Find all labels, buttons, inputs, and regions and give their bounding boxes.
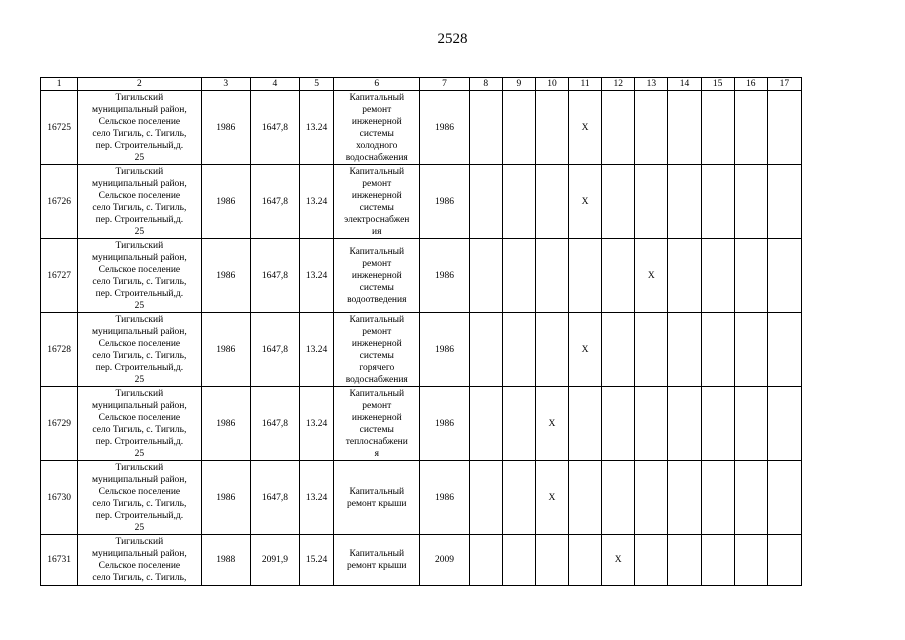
mark-cell: X — [535, 461, 568, 535]
mark-cell — [469, 461, 502, 535]
mark-cell — [469, 239, 502, 313]
column-header: 9 — [502, 78, 535, 91]
mark-cell — [734, 461, 767, 535]
year-built-cell: 1986 — [201, 239, 250, 313]
mark-cell — [734, 535, 767, 586]
column-header: 11 — [569, 78, 602, 91]
mark-cell — [701, 239, 734, 313]
code-cell: 13.24 — [300, 239, 334, 313]
area-cell: 1647,8 — [250, 91, 299, 165]
area-cell: 1647,8 — [250, 461, 299, 535]
mark-cell — [668, 165, 701, 239]
mark-cell — [602, 165, 635, 239]
mark-cell — [569, 535, 602, 586]
mark-cell — [502, 239, 535, 313]
column-header: 2 — [78, 78, 201, 91]
mark-cell: X — [569, 313, 602, 387]
mark-cell — [602, 91, 635, 165]
work-type-cell: Капитальный ремонт крыши — [334, 535, 420, 586]
table-row — [41, 461, 802, 535]
row-id-cell: 16728 — [41, 313, 78, 387]
year-cell: 1986 — [420, 313, 469, 387]
code-cell: 15.24 — [300, 535, 334, 586]
mark-cell — [602, 387, 635, 461]
table-row — [41, 165, 802, 239]
code-cell: 13.24 — [300, 387, 334, 461]
mark-cell — [701, 535, 734, 586]
year-built-cell: 1986 — [201, 313, 250, 387]
mark-cell — [469, 165, 502, 239]
mark-cell — [535, 91, 568, 165]
work-type-cell: Капитальный ремонт инженерной системы электроснабжен ия — [334, 165, 420, 239]
header-row — [41, 78, 802, 91]
mark-cell: X — [569, 91, 602, 165]
mark-cell — [502, 387, 535, 461]
mark-cell — [668, 535, 701, 586]
area-cell: 2091,9 — [250, 535, 299, 586]
mark-cell — [635, 461, 668, 535]
column-header: 16 — [734, 78, 767, 91]
code-cell: 13.24 — [300, 313, 334, 387]
mark-cell — [668, 461, 701, 535]
year-built-cell: 1986 — [201, 165, 250, 239]
address-cell: Тигильский муниципальный район, Сельское поселение село Тигиль, с. Тигиль, пер. Строительный,д. 25 — [78, 461, 201, 535]
area-cell: 1647,8 — [250, 313, 299, 387]
mark-cell — [734, 165, 767, 239]
code-cell: 13.24 — [300, 165, 334, 239]
mark-cell — [701, 387, 734, 461]
column-header: 12 — [602, 78, 635, 91]
row-id-cell: 16731 — [41, 535, 78, 586]
address-cell: Тигильский муниципальный район, Сельское поселение село Тигиль, с. Тигиль, пер. Строительный,д. 25 — [78, 91, 201, 165]
table-body — [41, 78, 802, 586]
mark-cell — [502, 91, 535, 165]
year-built-cell: 1986 — [201, 461, 250, 535]
address-cell: Тигильский муниципальный район, Сельское поселение село Тигиль, с. Тигиль, пер. Строительный,д. 25 — [78, 387, 201, 461]
row-id-cell: 16726 — [41, 165, 78, 239]
table-row — [41, 313, 802, 387]
page-number: 2528 — [437, 31, 468, 47]
year-cell: 2009 — [420, 535, 469, 586]
mark-cell — [635, 313, 668, 387]
table-row — [41, 91, 802, 165]
mark-cell — [502, 313, 535, 387]
mark-cell: X — [535, 387, 568, 461]
mark-cell — [767, 535, 801, 586]
work-type-cell: Капитальный ремонт инженерной системы теплоснабжени я — [334, 387, 420, 461]
column-header: 5 — [300, 78, 334, 91]
mark-cell — [767, 387, 801, 461]
address-cell: Тигильский муниципальный район, Сельское поселение село Тигиль, с. Тигиль, пер. Строительный,д. 25 — [78, 165, 201, 239]
mark-cell — [502, 461, 535, 535]
mark-cell — [734, 387, 767, 461]
mark-cell — [701, 313, 734, 387]
code-cell: 13.24 — [300, 461, 334, 535]
year-built-cell: 1986 — [201, 91, 250, 165]
year-built-cell: 1986 — [201, 387, 250, 461]
column-header: 4 — [250, 78, 299, 91]
mark-cell — [767, 461, 801, 535]
column-header: 7 — [420, 78, 469, 91]
work-type-cell: Капитальный ремонт инженерной системы горячего водоснабжения — [334, 313, 420, 387]
mark-cell — [469, 387, 502, 461]
mark-cell — [635, 91, 668, 165]
mark-cell — [569, 387, 602, 461]
mark-cell — [635, 165, 668, 239]
mark-cell — [569, 461, 602, 535]
mark-cell — [469, 91, 502, 165]
column-header: 13 — [635, 78, 668, 91]
mark-cell — [767, 239, 801, 313]
mark-cell — [502, 165, 535, 239]
work-type-cell: Капитальный ремонт крыши — [334, 461, 420, 535]
mark-cell — [535, 239, 568, 313]
table-row — [41, 239, 802, 313]
work-type-cell: Капитальный ремонт инженерной системы холодного водоснабжения — [334, 91, 420, 165]
mark-cell — [602, 313, 635, 387]
year-built-cell: 1988 — [201, 535, 250, 586]
table-row — [41, 387, 802, 461]
mark-cell — [668, 387, 701, 461]
mark-cell — [469, 535, 502, 586]
mark-cell: X — [602, 535, 635, 586]
column-header: 6 — [334, 78, 420, 91]
mark-cell — [701, 91, 734, 165]
mark-cell — [734, 313, 767, 387]
address-cell: Тигильский муниципальный район, Сельское поселение село Тигиль, с. Тигиль, пер. Строительный,д. 25 — [78, 239, 201, 313]
code-cell: 13.24 — [300, 91, 334, 165]
mark-cell — [469, 313, 502, 387]
year-cell: 1986 — [420, 387, 469, 461]
address-cell: Тигильский муниципальный район, Сельское поселение село Тигиль, с. Тигиль, пер. Строительный,д. 25 — [78, 313, 201, 387]
column-header: 1 — [41, 78, 78, 91]
mark-cell — [668, 91, 701, 165]
row-id-cell: 16730 — [41, 461, 78, 535]
mark-cell — [668, 313, 701, 387]
row-id-cell: 16729 — [41, 387, 78, 461]
mark-cell: X — [569, 165, 602, 239]
mark-cell — [734, 239, 767, 313]
column-header: 3 — [201, 78, 250, 91]
mark-cell — [635, 535, 668, 586]
mark-cell — [767, 165, 801, 239]
address-cell: Тигильский муниципальный район, Сельское поселение село Тигиль, с. Тигиль, — [78, 535, 201, 586]
column-header: 8 — [469, 78, 502, 91]
table-row — [41, 535, 802, 586]
mark-cell — [701, 165, 734, 239]
area-cell: 1647,8 — [250, 387, 299, 461]
repair-registry-table — [40, 77, 802, 586]
column-header: 17 — [767, 78, 801, 91]
mark-cell — [535, 165, 568, 239]
column-header: 10 — [535, 78, 568, 91]
mark-cell — [569, 239, 602, 313]
mark-cell — [635, 387, 668, 461]
row-id-cell: 16727 — [41, 239, 78, 313]
mark-cell — [502, 535, 535, 586]
mark-cell — [701, 461, 734, 535]
year-cell: 1986 — [420, 91, 469, 165]
area-cell: 1647,8 — [250, 165, 299, 239]
mark-cell — [535, 535, 568, 586]
mark-cell: X — [635, 239, 668, 313]
mark-cell — [535, 313, 568, 387]
mark-cell — [602, 461, 635, 535]
mark-cell — [767, 313, 801, 387]
column-header: 15 — [701, 78, 734, 91]
mark-cell — [767, 91, 801, 165]
work-type-cell: Капитальный ремонт инженерной системы водоотведения — [334, 239, 420, 313]
mark-cell — [668, 239, 701, 313]
area-cell: 1647,8 — [250, 239, 299, 313]
mark-cell — [734, 91, 767, 165]
row-id-cell: 16725 — [41, 91, 78, 165]
mark-cell — [602, 239, 635, 313]
year-cell: 1986 — [420, 461, 469, 535]
column-header: 14 — [668, 78, 701, 91]
year-cell: 1986 — [420, 239, 469, 313]
year-cell: 1986 — [420, 165, 469, 239]
